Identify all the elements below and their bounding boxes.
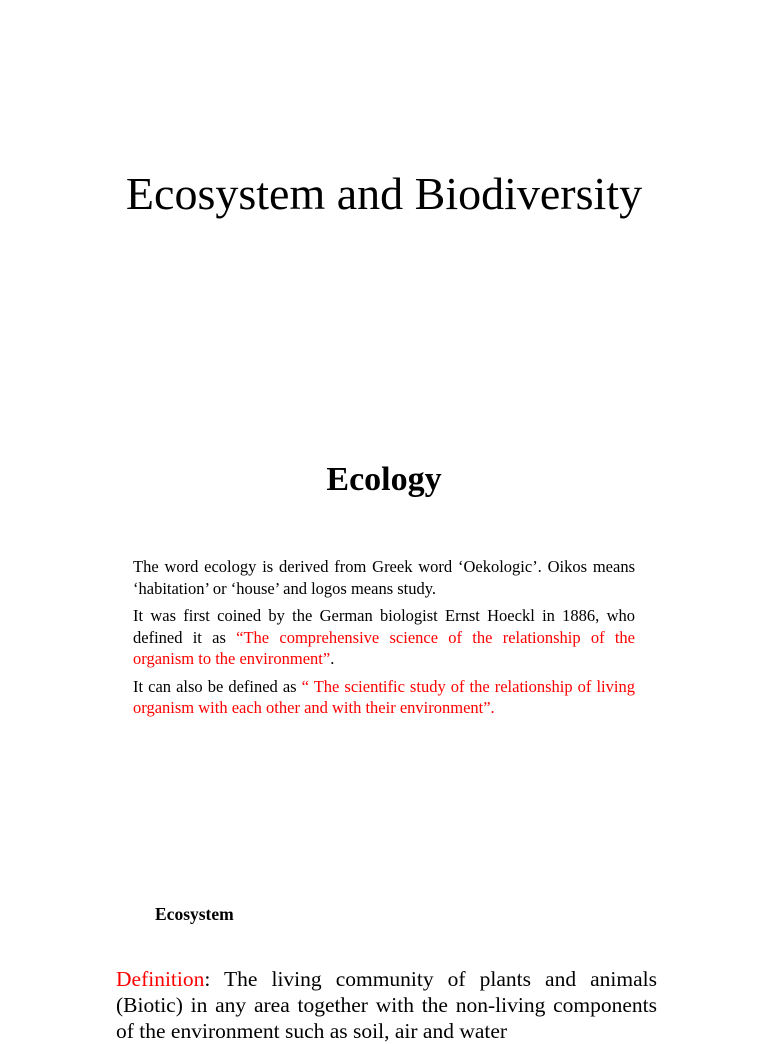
ecosystem-definition [116, 966, 657, 1044]
alt-definition-text: It can also be defined as [133, 676, 302, 696]
alt-definition-quote: “ The scientific study of the relationship of living organism with each other and with their environment”. [133, 676, 635, 717]
ecology-body [133, 556, 635, 725]
ecology-paragraph-alt-definition [133, 676, 635, 719]
ecology-paragraph-etymology: The word ecology is derived from Greek word ‘Oekologic’. Oikos means ‘habitation’ or ‘house’ and logos means study. [133, 557, 635, 598]
ecology-paragraph-history [133, 605, 635, 670]
ecology-heading: Ecology [326, 461, 442, 498]
page-title: Ecosystem and Biodiversity [125, 168, 643, 219]
history-text: It was first coined by the German biologist Ernst Hoeckl in 1886, who defined it as [133, 606, 635, 647]
definition-label: Definition [116, 967, 205, 991]
history-definition-quote: “The comprehensive science of the relationship of the organism to the environment” [133, 627, 635, 668]
ecosystem-heading: Ecosystem [155, 904, 234, 924]
definition-text: : The living community of plants and animals (Biotic) in any area together with the non-living components of the environment such as soil, air and water [116, 967, 657, 1043]
history-period: . [330, 649, 335, 668]
